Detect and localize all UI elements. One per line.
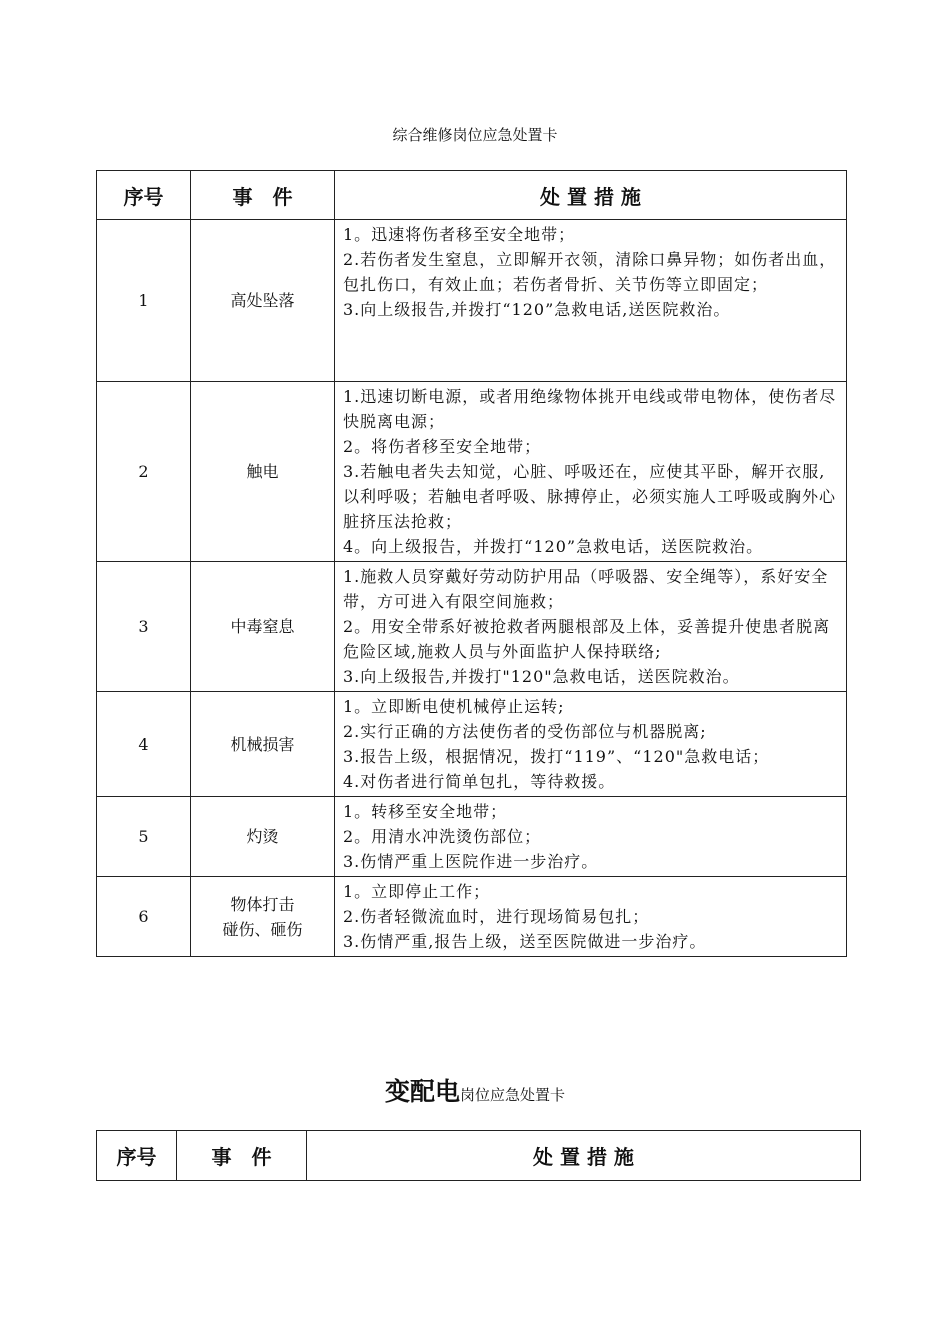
header-event: 事 件 (191, 171, 335, 220)
measure-line: 2。用安全带系好被抢救者两腿根部及上体，妥善提升使患者脱离危险区域,施救人员与外面监护人保持联络; (343, 617, 831, 661)
header-measures: 处 置 措 施 (335, 171, 847, 220)
table-row (97, 797, 847, 877)
measure-line: 3.伤情严重,报告上级，送至医院做进一步治疗。 (343, 932, 707, 951)
row-event: 中毒窒息 (191, 562, 335, 692)
measure-line: 4.对伤者进行简单包扎，等待救援。 (343, 772, 616, 791)
row-measures (335, 877, 847, 957)
card1-title: 综合维修岗位应急处置卡 (392, 126, 558, 144)
measure-line: 2.伤者轻微流血时，进行现场简易包扎； (343, 907, 650, 926)
row-event: 触电 (191, 382, 335, 562)
row-num: 4 (97, 692, 191, 797)
measure-line: 2。用清水冲洗烫伤部位； (343, 827, 542, 846)
measure-line: 1。转移至安全地带； (343, 802, 508, 821)
card2-table (96, 1130, 861, 1181)
measure-line: 1.施救人员穿戴好劳动防护用品（呼吸器、安全绳等），系好安全带，方可进入有限空间施救； (343, 567, 829, 611)
measure-line: 2.若伤者发生窒息，立即解开衣领，清除口鼻异物；如伤者出血，包扎伤口，有效止血；若伤者骨折、关节伤等立即固定； (343, 250, 837, 294)
table-row (97, 220, 847, 382)
measure-line: 3.向上级报告,并拨打"120"急救电话，送医院救治。 (343, 667, 740, 686)
row-event: 物体打击 碰伤、砸伤 (191, 877, 335, 957)
row-event: 高处坠落 (191, 220, 335, 382)
measure-line: 1.迅速切断电源，或者用绝缘物体挑开电线或带电物体，使伤者尽快脱离电源； (343, 387, 837, 431)
measure-line: 2。将伤者移至安全地带； (343, 437, 542, 456)
table-header-row (97, 171, 847, 220)
row-num: 3 (97, 562, 191, 692)
measure-line: 2.实行正确的方法使伤者的受伤部位与机器脱离; (343, 722, 707, 741)
table-row (97, 382, 847, 562)
card2-title-sub: 岗位应急处置卡 (460, 1086, 566, 1104)
measure-line: 1。迅速将伤者移至安全地带； (343, 225, 576, 244)
table-row (97, 562, 847, 692)
card1-table (96, 170, 847, 957)
table-row (97, 692, 847, 797)
table-header-row (97, 1131, 861, 1181)
header-event: 事 件 (177, 1131, 307, 1181)
measure-line: 1。立即断电使机械停止运转; (343, 697, 565, 716)
card2-title-main: 变配电 (384, 1077, 460, 1106)
card2-title (0, 1072, 950, 1108)
row-event: 灼烫 (191, 797, 335, 877)
measure-line: 3.报告上级，根据情况，拨打“119”、“120"急救电话； (343, 747, 770, 766)
measure-line: 3.若触电者失去知觉，心脏、呼吸还在，应使其平卧，解开衣服,以利呼吸；若触电者呼吸、脉搏停止，必须实施人工呼吸或胸外心脏挤压法抢救； (343, 462, 837, 531)
row-measures (335, 797, 847, 877)
row-num: 2 (97, 382, 191, 562)
header-num: 序号 (97, 171, 191, 220)
row-measures (335, 382, 847, 562)
measure-line: 4。向上级报告，并拨打“120”急救电话，送医院救治。 (343, 537, 764, 556)
table-row (97, 877, 847, 957)
header-measures: 处 置 措 施 (307, 1131, 861, 1181)
row-measures (335, 220, 847, 382)
row-measures (335, 562, 847, 692)
measure-line: 3.伤情严重上医院作进一步治疗。 (343, 852, 599, 871)
measure-line: 1。立即停止工作； (343, 882, 491, 901)
header-num: 序号 (97, 1131, 177, 1181)
row-num: 1 (97, 220, 191, 382)
row-num: 6 (97, 877, 191, 957)
row-event: 机械损害 (191, 692, 335, 797)
row-measures (335, 692, 847, 797)
measure-line: 3.向上级报告,并拨打“120”急救电话,送医院救治。 (343, 300, 731, 319)
row-num: 5 (97, 797, 191, 877)
